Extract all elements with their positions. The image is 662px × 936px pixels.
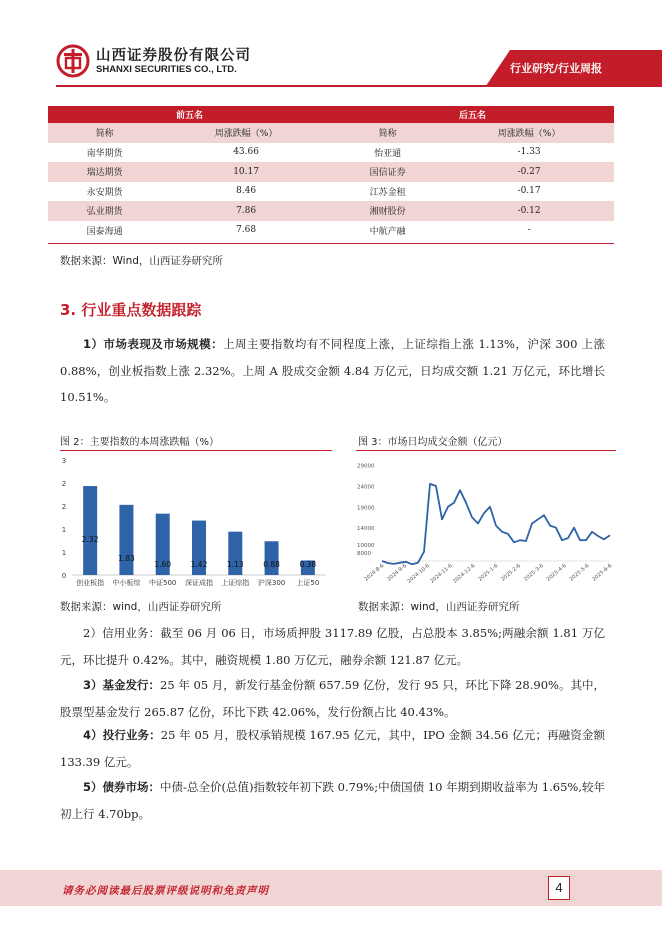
- paragraph-lead: 1）市场表现及市场规模：: [83, 337, 224, 351]
- bar: [265, 541, 279, 575]
- bottom-name-cell: 江苏金租: [369, 187, 406, 198]
- y-tick-label: 8000: [357, 551, 371, 558]
- top-value-cell: 8.46: [236, 186, 257, 197]
- y-tick-label: 2: [61, 503, 67, 511]
- top-name-cell: 国泰海通: [86, 226, 123, 237]
- x-tick-label: 2025-5-6: [568, 562, 591, 583]
- col-header-name: 简称: [48, 123, 161, 143]
- bottom-value-cell: -: [527, 225, 531, 236]
- page-header: [0, 0, 662, 92]
- y-tick-label: 29000: [357, 463, 375, 470]
- series-line: [382, 484, 610, 564]
- table-column-header: [48, 123, 614, 143]
- rank-table: [48, 106, 614, 240]
- top-five-title: 前五名: [48, 106, 331, 123]
- bar-data-label: 2.32: [81, 535, 99, 545]
- figure-2-caption: 图 2：主要指数的本周涨跌幅（%）: [60, 437, 220, 448]
- daily-turnover-line-chart: [354, 451, 618, 593]
- bottom-value-cell: -0.12: [444, 201, 614, 221]
- company-logo-icon: [56, 44, 90, 78]
- x-tick-label: 2024-8-6: [363, 562, 386, 583]
- table-source: 数据来源：Wind，山西证券研究所: [60, 255, 223, 267]
- x-tick-label: 上证综指: [221, 579, 250, 587]
- company-name-cn: 山西证券股份有限公司: [96, 48, 251, 64]
- y-tick-label: 2: [61, 480, 67, 488]
- x-tick-label: 沪深300: [257, 579, 286, 587]
- x-tick-label: 深证成指: [185, 579, 213, 587]
- x-tick-label: 2025-1-6: [477, 562, 500, 583]
- x-tick-label: 2025-6-6: [591, 562, 614, 583]
- paragraph-lead: 2）信用业务：: [83, 626, 161, 640]
- bar: [119, 505, 133, 575]
- bottom-name-cell: 怡亚通: [374, 148, 402, 159]
- bottom-name-cell: 国信证券: [331, 162, 444, 182]
- bar-data-label: 1.42: [190, 560, 208, 569]
- top-value-cell: 43.66: [233, 147, 259, 158]
- index-change-bar-chart: [56, 451, 334, 593]
- top-name-cell: 南华期货: [86, 148, 123, 159]
- table-row: [48, 201, 614, 221]
- bottom-value-cell: -0.17: [517, 186, 541, 197]
- y-tick-label: 0: [61, 572, 67, 580]
- x-tick-label: 2024-9-6: [386, 562, 409, 583]
- paragraph-lead: 5）债券市场：: [83, 780, 161, 794]
- paragraph-text: 上周主要指数均有不同程度上涨，上证综指上涨 1.13%，沪深 300 上涨 0.88%，创业板指数上涨 2.32%。上周 A 股成交金额 4.84 万亿元，日均成交额 1.21 万亿元，环比增长 10.51%。: [60, 337, 605, 404]
- y-tick-label: 3: [61, 457, 67, 465]
- y-tick-label: 19000: [357, 505, 375, 512]
- bar-data-label: 1.13: [226, 560, 244, 569]
- x-tick-label: 2025-2-6: [500, 562, 523, 583]
- bar: [83, 486, 97, 575]
- top-name-cell: 弘业期货: [48, 201, 161, 221]
- bottom-name-cell: 湘财股份: [331, 201, 444, 221]
- y-tick-label: 24000: [357, 484, 375, 491]
- top-value-cell: 7.68: [236, 225, 257, 236]
- report-type-label: 行业研究/行业周报: [510, 62, 603, 75]
- bar-data-label: 0.38: [299, 560, 317, 569]
- table-row: [48, 221, 614, 241]
- figure-3-source: 数据来源：wind，山西证券研究所: [358, 601, 520, 613]
- y-tick-label: 14000: [357, 526, 375, 533]
- paragraph-lead: 4）投行业务：: [83, 728, 161, 742]
- page-number: 4: [548, 876, 570, 900]
- paragraph-text: 中债-总全价(总值)指数较年初下跌 0.79%;中债国债 10 年期到期收益率为 1.65%,较年初上行 4.70bp。: [60, 780, 605, 821]
- paragraph-ib: [60, 722, 605, 775]
- paragraph-market: [60, 331, 605, 411]
- paragraph-text: 25 年 05 月，股权承销规模 167.95 亿元，其中，IPO 金额 34.56 亿元；再融资金额 133.39 亿元。: [60, 728, 605, 769]
- top-name-cell: 瑞达期货: [48, 162, 161, 182]
- company-name-en: SHANXI SECURITIES CO., LTD.: [96, 64, 237, 75]
- x-tick-label: 2025-3-6: [522, 562, 545, 583]
- paragraph-credit: [60, 620, 605, 673]
- table-row: [48, 182, 614, 202]
- bar-data-label: 0.88: [263, 560, 280, 569]
- bottom-five-title: 后五名: [331, 106, 614, 123]
- bottom-value-cell: -1.33: [517, 147, 541, 158]
- col-header-change: 周涨跌幅（%）: [161, 123, 331, 143]
- section-title: 3. 行业重点数据跟踪: [60, 301, 202, 319]
- header-divider: [56, 85, 662, 87]
- table-group-header: [48, 106, 614, 123]
- col-header-name: 简称: [331, 123, 444, 143]
- top-name-cell: 永安期货: [86, 187, 123, 198]
- y-tick-label: 10000: [357, 542, 375, 549]
- x-tick-label: 2024-10-6: [406, 562, 431, 585]
- x-tick-label: 2024-12-6: [452, 562, 477, 585]
- x-tick-label: 2025-4-6: [545, 562, 568, 583]
- figure-2-source: 数据来源：wind，山西证券研究所: [60, 601, 222, 613]
- x-tick-label: 2024-11-6: [429, 562, 454, 585]
- paragraph-text: 25 年 05 月，新发行基金份额 657.59 亿份，发行 95 只，环比下降 28.90%。其中，股票型基金发行 265.87 亿份，环比下跌 42.06%，发行份额占比 40.43%。: [60, 678, 605, 719]
- figure-3-caption: 图 3：市场日均成交金额（亿元）: [358, 437, 508, 448]
- top-value-cell: 7.86: [161, 201, 331, 221]
- paragraph-text: 截至 06 月 06 日，市场质押股 3117.89 亿股，占总股本 3.85%;两融余额 1.81 万亿元，环比提升 0.42%。其中，融资规模 1.80 万亿元，融券余额 121.87 亿元。: [60, 626, 605, 667]
- x-tick-label: 中证500: [149, 579, 177, 587]
- top-value-cell: 10.17: [161, 162, 331, 182]
- bar-data-label: 1.60: [154, 560, 172, 569]
- table-row: [48, 162, 614, 182]
- x-tick-label: 创业板指: [76, 579, 105, 587]
- bottom-value-cell: -0.27: [444, 162, 614, 182]
- paragraph-bond: [60, 774, 605, 827]
- bottom-name-cell: 中航产融: [369, 226, 406, 237]
- y-tick-label: 1: [61, 526, 67, 534]
- paragraph-lead: 3）基金发行：: [83, 678, 161, 692]
- table-row: [48, 143, 614, 163]
- y-tick-label: 1: [61, 549, 67, 557]
- footer-disclaimer[interactable]: 请务必阅读最后股票评级说明和免责声明: [62, 885, 269, 897]
- x-tick-label: 上证50: [296, 579, 320, 587]
- bar-data-label: 1.83: [118, 553, 135, 563]
- table-bottom-rule: [48, 243, 614, 244]
- paragraph-fund: [60, 672, 605, 725]
- col-header-change: 周涨跌幅（%）: [444, 123, 614, 143]
- x-tick-label: 中小板综: [112, 579, 141, 587]
